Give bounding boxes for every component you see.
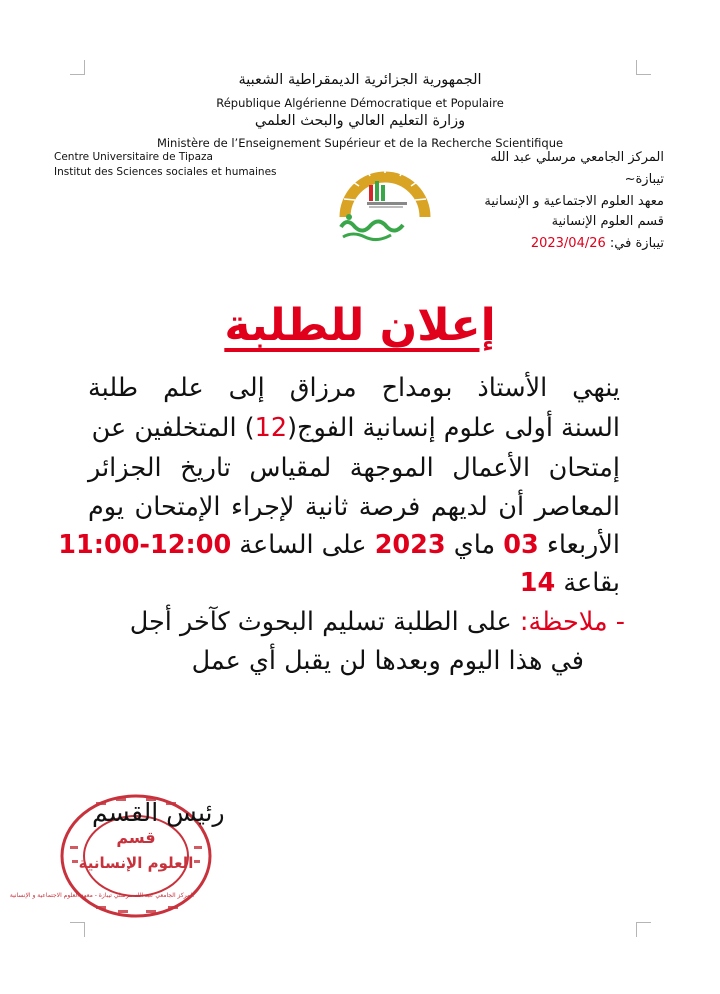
- group-number: 12: [254, 413, 288, 443]
- room-label: بقاعة: [555, 568, 620, 598]
- university-logo: [333, 155, 435, 245]
- issue-date: [531, 236, 664, 251]
- crop-mark-bottom-left: [70, 922, 85, 937]
- note-line-1: [130, 607, 625, 637]
- time-label-text: على الساعة: [231, 530, 375, 560]
- exam-time: 11:00-12:00: [58, 530, 232, 560]
- note-label: ملاحظة:: [519, 607, 608, 637]
- announcement-line-5: [58, 530, 620, 560]
- stamp-inner-bottom: العلوم الإنسانية: [78, 854, 194, 872]
- crop-mark-bottom-right: [636, 922, 651, 937]
- city-name-ar: تيبازة~: [624, 172, 664, 187]
- ministry-title-ar: وزارة التعليم العالي والبحث العلمي: [254, 113, 466, 129]
- announcement-line-1: ينهي الأستاذ بومداح مرزاق إلى علم طلبة: [88, 373, 620, 403]
- department-head-title: رئيس القسم: [92, 798, 225, 827]
- announcement-line-4: المعاصر أن لديهم فرصة ثانية لإجراء الإمتحان يوم: [88, 492, 620, 522]
- note-text: على الطلبة تسليم البحوث كآخر أجل: [129, 607, 520, 637]
- republic-title-fr: République Algérienne Démocratique et Populaire: [216, 96, 504, 110]
- issue-date-value: 2023/04/26: [530, 236, 606, 251]
- institute-name-fr: Institut des Sciences sociales et humaines: [54, 166, 277, 178]
- month-text: ماي: [445, 530, 504, 560]
- institute-name-ar: معهد العلوم الاجتماعية و الإنسانية: [484, 194, 664, 209]
- note-dash: -: [615, 607, 625, 637]
- announcement-line-2-end: ) المتخلفين عن: [91, 413, 255, 443]
- announcement-line-2-start: السنة أولى علوم إنسانية الفوج(: [287, 413, 620, 443]
- announcement-title: إعلان للطلبة: [224, 300, 496, 351]
- republic-title-ar: الجمهورية الجزائرية الديمقراطية الشعبية: [238, 72, 482, 88]
- stamp-ring-text: المركز الجامعي عبد الله مرسلي تيبازة - معهد العلوم الاجتماعية و الإنسانية: [9, 892, 194, 899]
- stamp-inner-top: قسم: [116, 828, 156, 847]
- ministry-title-fr: Ministère de l’Enseignement Supérieur et de la Recherche Scientifique: [156, 136, 564, 150]
- announcement-line-2: [92, 413, 620, 443]
- exam-day: 03: [503, 530, 539, 560]
- issue-date-label: تيبازة في:: [609, 236, 664, 251]
- room-number: 14: [519, 568, 556, 598]
- university-name-fr: Centre Universitaire de Tipaza: [54, 151, 213, 163]
- university-name-ar: المركز الجامعي مرسلي عبد الله: [490, 150, 664, 165]
- department-name-ar: قسم العلوم الإنسانية: [551, 214, 664, 229]
- weekday-text: الأربعاء: [538, 530, 620, 560]
- announcement-line-6: [520, 568, 620, 598]
- note-line-2: في هذا اليوم وبعدها لن يقبل أي عمل: [191, 646, 584, 676]
- exam-year: 2023: [374, 530, 446, 560]
- university-logo-icon: [333, 155, 435, 245]
- announcement-line-3: إمتحان الأعمال الموجهة لمقياس تاريخ الجزائر: [88, 453, 620, 483]
